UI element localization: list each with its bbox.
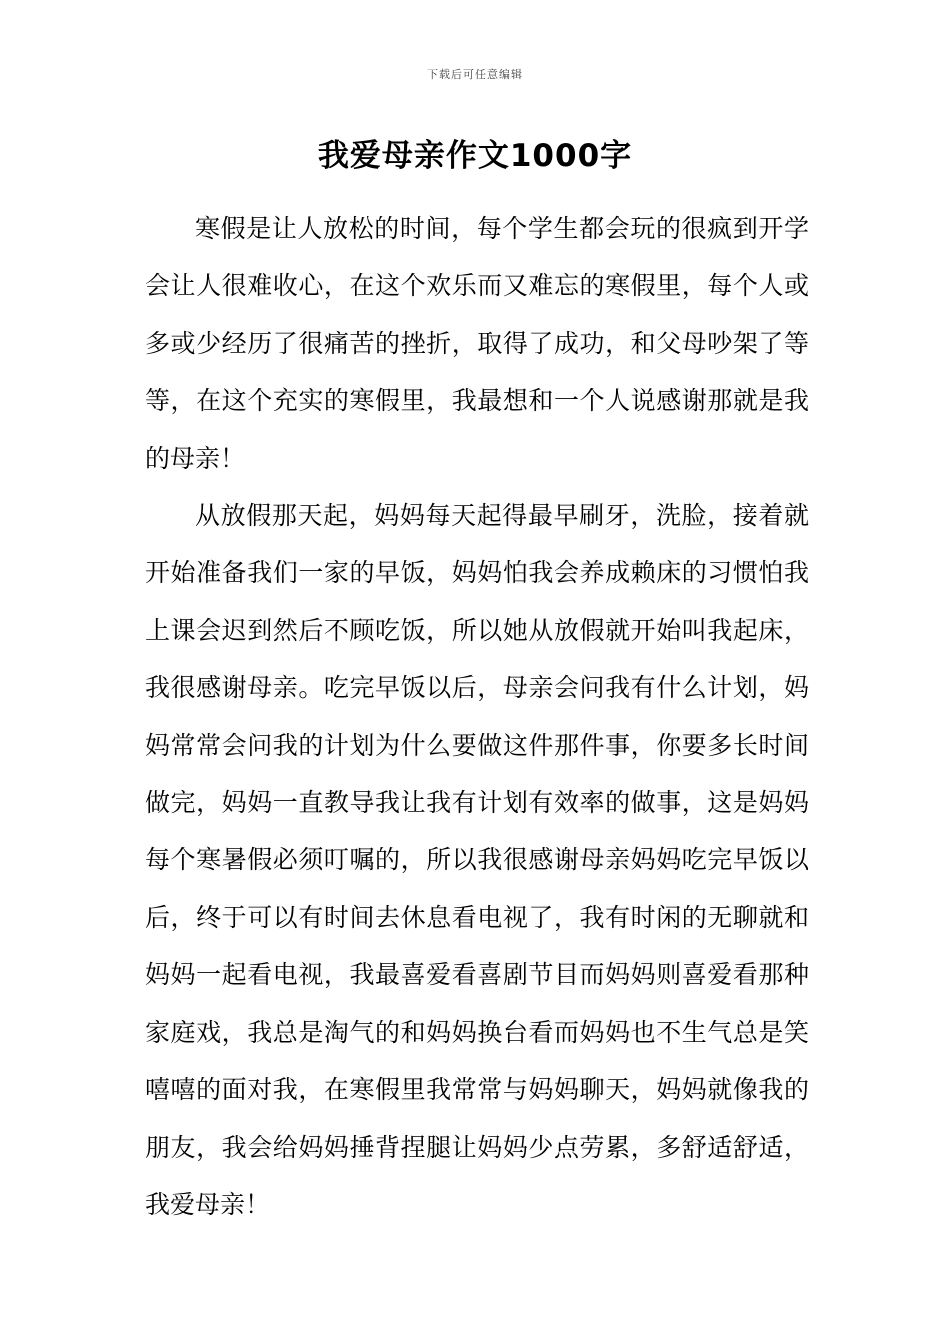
paragraph-2: 从放假那天起，妈妈每天起得最早刷牙，洗脸，接着就开始准备我们一家的早饭，妈妈怕我会养成赖床的习惯怕我上课会迟到然后不顾吃饭，所以她从放假就开始叫我起床，我很感谢母亲。吃完早饭以后，母亲会问我有什么计划，妈妈常常会问我的计划为什么要做这件那件事，你要多长时间做完，妈妈一直教导我让我有计划有效率的做事，这是妈妈每个寒暑假必须叮嘱的，所以我很感谢母亲妈妈吃完早饭以后，终于可以有时间去休息看电视了，我有时闲的无聊就和妈妈一起看电视，我最喜爱看喜剧节目而妈妈则喜爱看那种家庭戏，我总是淘气的和妈妈换台看而妈妈也不生气总是笑嘻嘻的面对我，在寒假里我常常与妈妈聊天，妈妈就像我的朋友，我会给妈妈捶背捏腿让妈妈少点劳累，多舒适舒适，我爱母亲！ — [145, 501, 809, 1219]
paragraph-1: 寒假是让人放松的时间，每个学生都会玩的很疯到开学会让人很难收心，在这个欢乐而又难忘的寒假里，每个人或多或少经历了很痛苦的挫折，取得了成功，和父母吵架了等等，在这个充实的寒假里，我最想和一个人说感谢那就是我的母亲！ — [145, 214, 809, 473]
document-body — [145, 200, 809, 1233]
document-title: 我爱母亲作文1000字 — [317, 138, 633, 174]
header-note: 下载后可任意编辑 — [427, 68, 523, 81]
